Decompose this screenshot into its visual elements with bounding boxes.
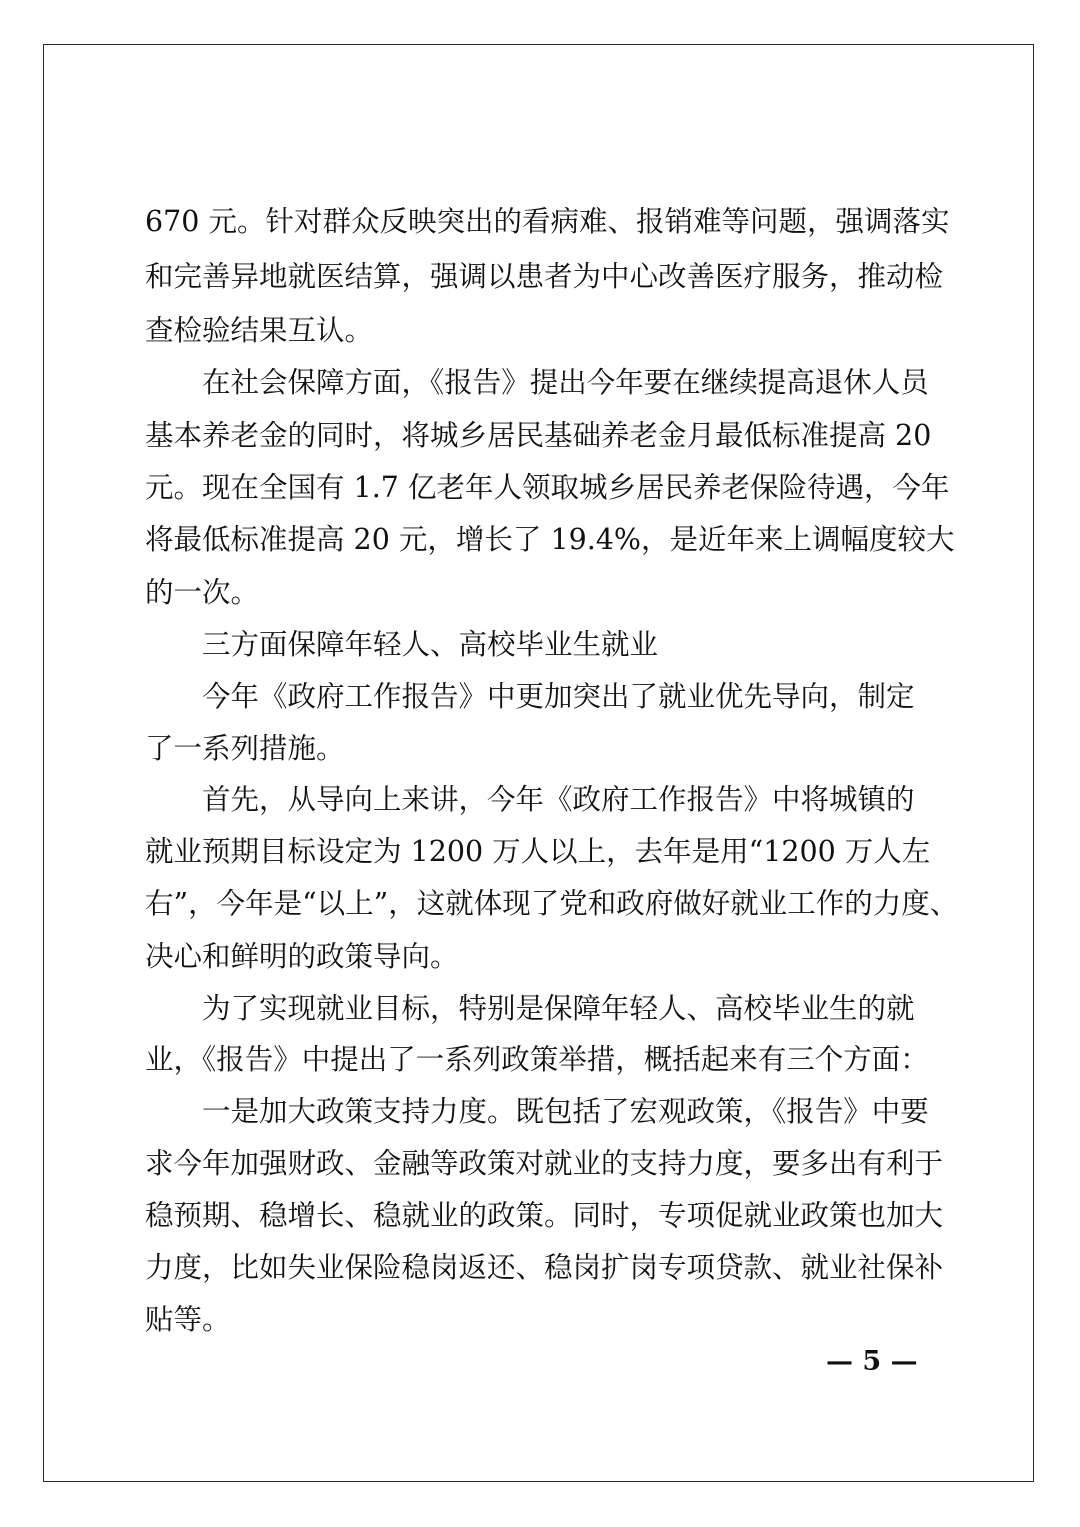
- text-line: 右”，今年是“以上”，这就体现了党和政府做好就业工作的力度、: [145, 887, 959, 920]
- text-line: 基本养老金的同时，将城乡居民基础养老金月最低标准提高 20: [145, 419, 932, 452]
- text-line: 决心和鲜明的政策导向。: [145, 940, 459, 973]
- text-line: 670 元。针对群众反映突出的看病难、报销难等问题，强调落实: [145, 205, 950, 238]
- text-line: 了一系列措施。: [145, 732, 345, 765]
- text-line: 元。现在全国有 1.7 亿老年人领取城乡居民养老保险待遇，今年: [145, 471, 950, 504]
- text-line: 和完善异地就医结算，强调以患者为中心改善医疗服务，推动检: [145, 260, 944, 293]
- text-line: 求今年加强财政、金融等政策对就业的支持力度，要多出有利于: [145, 1147, 944, 1180]
- page-number: — 5 —: [826, 1346, 918, 1377]
- paragraph-start-line: 在社会保障方面，《报告》提出今年要在继续提高退休人员: [202, 366, 929, 399]
- paragraph-start-line: 首先，从导向上来讲，今年《政府工作报告》中将城镇的: [202, 783, 915, 816]
- section-heading: 三方面保障年轻人、高校毕业生就业: [202, 628, 659, 661]
- text-line: 将最低标准提高 20 元，增长了 19.4%，是近年来上调幅度较大: [145, 523, 955, 556]
- text-line: 查检验结果互认。: [145, 314, 374, 347]
- text-line: 的一次。: [145, 576, 260, 609]
- text-line: 贴等。: [145, 1303, 231, 1336]
- text-line: 业，《报告》中提出了一系列政策举措，概括起来有三个方面：: [145, 1043, 929, 1076]
- paragraph-start-line: 一是加大政策支持力度。既包括了宏观政策，《报告》中要: [202, 1095, 929, 1128]
- text-line: 就业预期目标设定为 1200 万人以上，去年是用“1200 万人左: [145, 835, 931, 868]
- text-line: 力度，比如失业保险稳岗返还、稳岗扩岗专项贷款、就业社保补: [145, 1251, 944, 1284]
- paragraph-start-line: 为了实现就业目标，特别是保障年轻人、高校毕业生的就: [202, 992, 915, 1025]
- paragraph-start-line: 今年《政府工作报告》中更加突出了就业优先导向，制定: [202, 680, 915, 713]
- text-line: 稳预期、稳增长、稳就业的政策。同时，专项促就业政策也加大: [145, 1199, 944, 1232]
